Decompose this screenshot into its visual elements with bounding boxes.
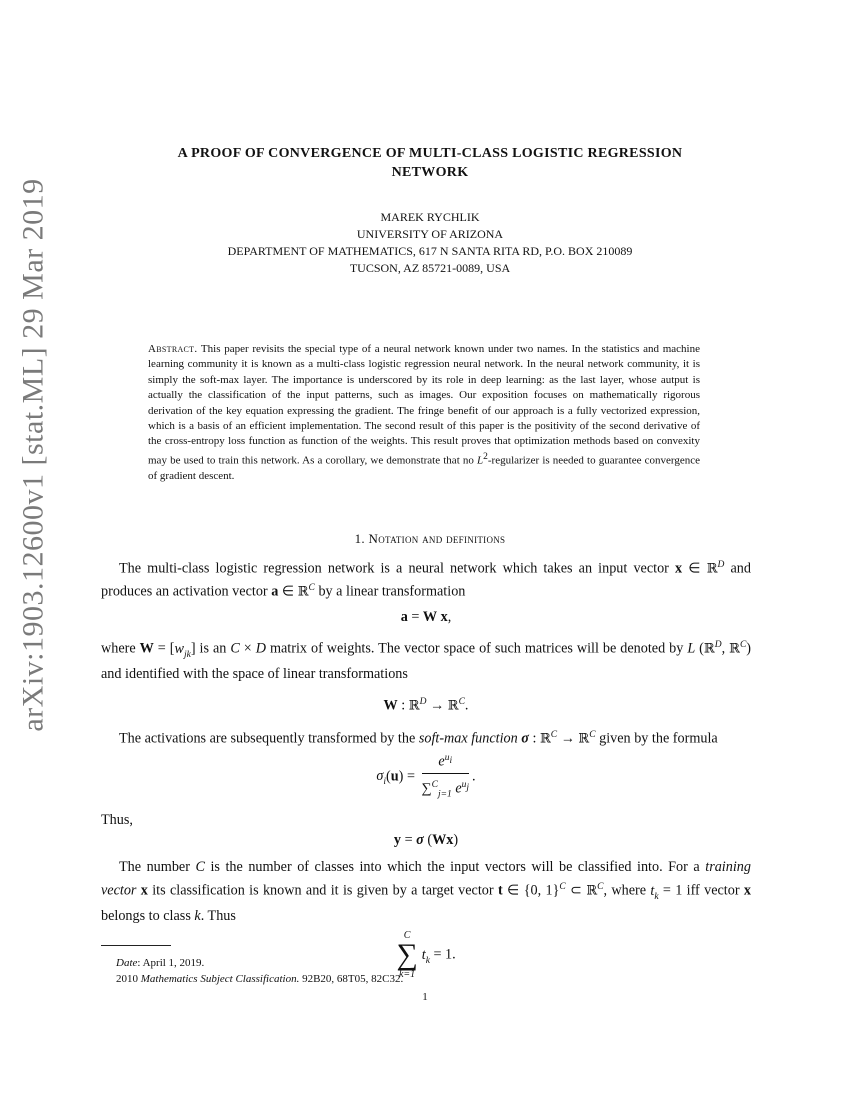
footnote-rule: [101, 945, 171, 946]
affiliation-university: UNIVERSITY OF ARIZONA: [356, 227, 504, 241]
paragraph-thus: Thus,: [101, 812, 133, 829]
paper-title: [100, 144, 760, 182]
abstract: [148, 342, 700, 484]
title-line-2: NETWORK: [391, 165, 469, 180]
footnote-msc: 2010 Mathematics Subject Classification. 92B20, 68T05, 82C32.: [116, 973, 404, 985]
paragraph-2: where $W = [w_{jk}]$ is an C × D matrix of weights. The vector space of such matrices will be denoted by L (ℝ$^D$, ℝ$^C$) and identified with the space of linear transformations: [101, 639, 752, 683]
abstract-math-sup: 2: [483, 451, 488, 462]
footnotes: [116, 955, 403, 987]
equation-output: y = σ (Wx): [393, 831, 459, 848]
equation-sum-targets: C ∑ k=1 $t_k = 1$.: [396, 930, 456, 981]
abstract-label: Abstract.: [148, 343, 198, 355]
paragraph-1: The multi-class logistic regression network is a neural network which takes an input vector x ∈ ℝ$^D$ and produces an activation vector a ∈ ℝ$^C$ by a linear transformation: [101, 560, 751, 600]
paragraph-3: The activations are subsequently transformed by the soft-max function σ : ℝ$^C$ → ℝ$^C$ given by the formula: [119, 729, 718, 747]
abstract-text-end: -regularizer is needed to guarantee convergence of gradient descent.: [148, 454, 700, 482]
title-line-1: A PROOF OF CONVERGENCE OF MULTI-CLASS LOGISTIC REGRESSION: [177, 146, 683, 161]
equation-weight-map: W : ℝ$^D$ → ℝ$^C$.: [383, 696, 469, 714]
footnote-date: Date: April 1, 2019.: [116, 957, 205, 969]
affiliation-address: TUCSON, AZ 85721-0089, USA: [349, 261, 511, 275]
body-text: [101, 556, 751, 980]
equation-softmax: $\sigma_i(u)$ = $\frac{e^{u_i}}{\sum^C_{j=1} e^{u_j}}$ .: [101, 749, 751, 805]
arxiv-identifier: arXiv:1903.12600v1 [stat.ML] 29 Mar 2019: [17, 178, 51, 732]
author-block: [100, 209, 760, 277]
page-number: 1: [422, 991, 428, 1003]
affiliation-department: DEPARTMENT OF MATHEMATICS, 617 N SANTA RITA RD, P.O. BOX 210089: [227, 244, 633, 258]
paragraph-4: The number C is the number of classes into which the input vectors will be classified into. For a training vector x its classification is known and it is given by a target vector t ∈ {0, 1}$^C$ ⊂ ℝ$^C$, where $t_k = 1$ iff vector x belongs to class k. Thus: [101, 859, 751, 924]
abstract-text: This paper revisits the special type of a neural network known under two names. In the statistics and machine learning community it is known as a multi-class logistic regression neural network. In the neural network community, it is simply the soft-max layer. The importance is underscored by its role in deep learning: as the last layer, whose autput is actually the classification of the input patterns, such as images. Our exposition focuses on mathematically rigorous derivation of the key equation expressing the gradient. The fringe benefit of our approach is a fully vectorized expression, which is a basis of an efficient implementation. The second result of this paper is the positivity of the second derivative of the cross-entropy loss function as function of the weights. This result proves that optimization methods based on convexity may be used to train this network. As a corollary, we demonstrate that no: [148, 343, 700, 467]
abstract-math: L: [477, 454, 484, 467]
author-name: MAREK RYCHLIK: [380, 210, 480, 224]
arxiv-sidebar-stamp: [10, 178, 58, 732]
equation-linear-map: a = W x,: [400, 609, 452, 626]
section-heading: 1. Notation and definitions: [354, 531, 506, 546]
